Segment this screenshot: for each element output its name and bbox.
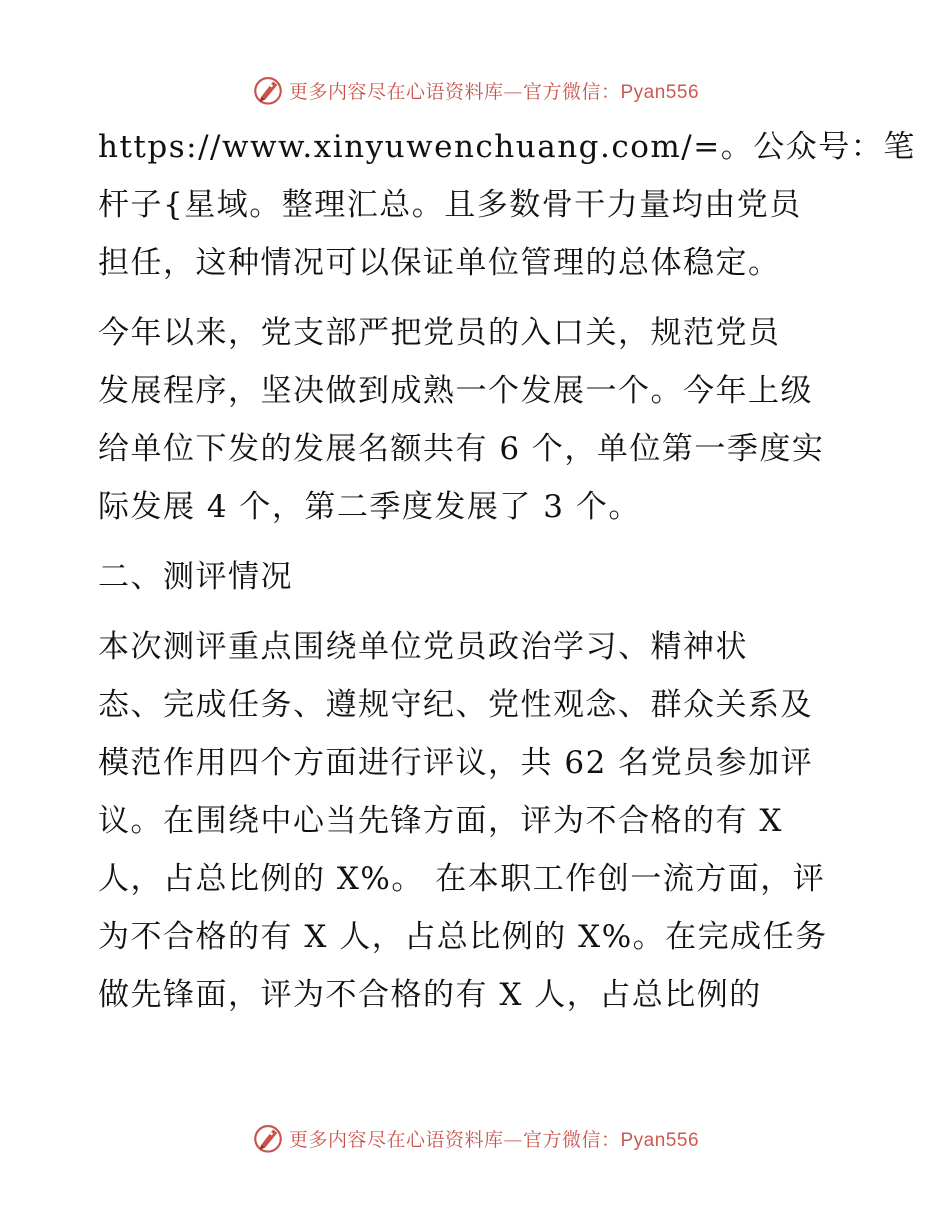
text-line: 做先锋面，评为不合格的有 X 人，占总比例的	[98, 977, 762, 1013]
footer-banner	[0, 1118, 950, 1158]
paragraph-1	[98, 118, 916, 292]
text-line: 议。在围绕中心当先锋方面，评为不合格的有 X	[98, 803, 783, 839]
paragraph-3	[98, 618, 868, 1024]
section-heading	[98, 548, 868, 606]
text-line: 担任，这种情况可以保证单位管理的总体稳定。	[98, 245, 781, 281]
text-line: 给单位下发的发展名额共有 6 个，单位第一季度实	[98, 431, 825, 467]
pen-nib-logo-icon	[251, 73, 285, 107]
text-line: 模范作用四个方面进行评议，共 62 名党员参加评	[98, 745, 814, 781]
text-line: 发展程序，坚决做到成熟一个发展一个。今年上级	[98, 373, 813, 409]
pen-nib-logo-icon	[251, 1121, 285, 1155]
header-banner	[0, 70, 950, 110]
text-line: 今年以来，党支部严把党员的入口关，规范党员	[98, 315, 781, 351]
text-line: https://www.xinyuwenchuang.com/=。公众号：笔	[98, 129, 916, 165]
text-line: 杆子{星域。整理汇总。且多数骨干力量均由党员	[98, 187, 802, 223]
text-line: 为不合格的有 X 人，占总比例的 X%。在完成任务	[98, 919, 828, 955]
paragraph-2	[98, 304, 868, 536]
document-body	[98, 118, 916, 1024]
header-banner-text: 更多内容尽在心语资料库—官方微信：Pyan556	[288, 80, 700, 103]
text-line: 态、完成任务、遵规守纪、党性观念、群众关系及	[98, 687, 813, 723]
text-line: 人，占总比例的 X%。 在本职工作创一流方面，评	[98, 861, 826, 897]
text-line: 际发展 4 个，第二季度发展了 3 个。	[98, 489, 641, 525]
footer-banner-text: 更多内容尽在心语资料库—官方微信：Pyan556	[288, 1128, 700, 1151]
text-line: 本次测评重点围绕单位党员政治学习、精神状	[98, 629, 748, 665]
heading-line: 二、测评情况	[98, 559, 293, 595]
